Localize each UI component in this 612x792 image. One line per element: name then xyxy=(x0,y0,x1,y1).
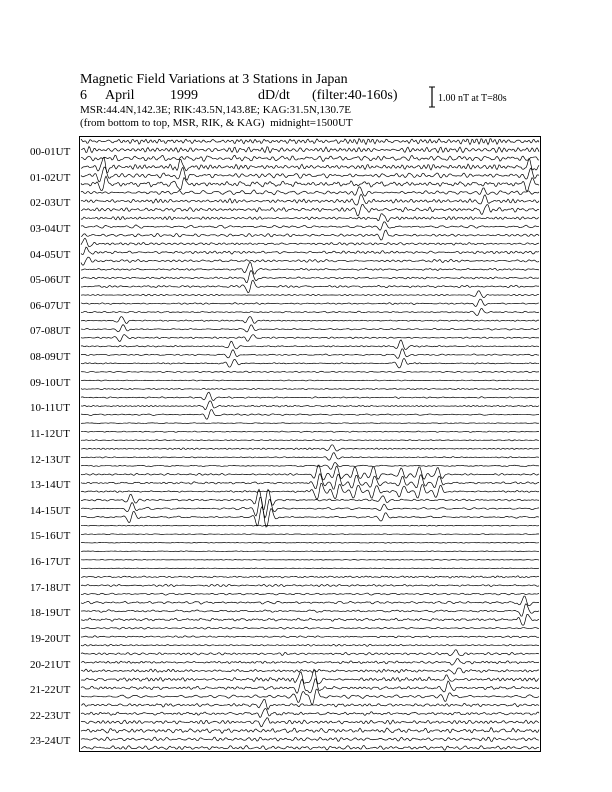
station-trace xyxy=(81,627,539,629)
station-trace xyxy=(81,214,539,222)
station-trace xyxy=(81,525,539,526)
station-trace xyxy=(81,728,539,734)
hour-label: 05-06UT xyxy=(30,274,71,287)
station-trace xyxy=(81,699,539,709)
station-trace xyxy=(81,568,539,569)
station-trace xyxy=(81,358,539,368)
station-trace xyxy=(81,465,539,480)
date-day: 6 xyxy=(80,88,87,103)
hour-label: 18-19UT xyxy=(30,607,71,620)
component-label: dD/dt xyxy=(258,88,290,103)
station-trace xyxy=(81,614,539,625)
station-trace xyxy=(81,689,539,705)
station-trace xyxy=(81,401,539,410)
station-trace xyxy=(81,423,539,424)
station-trace xyxy=(81,187,539,196)
station-trace xyxy=(81,309,539,316)
station-trace xyxy=(81,542,539,543)
hour-label: 00-01UT xyxy=(30,146,71,158)
station-trace xyxy=(81,349,539,359)
station-trace xyxy=(81,596,539,606)
station-trace xyxy=(81,257,539,265)
station-trace xyxy=(81,593,539,595)
midnight-note: midnight=1500UT xyxy=(270,117,353,129)
station-trace xyxy=(81,280,539,293)
station-trace xyxy=(81,335,539,342)
station-trace xyxy=(81,584,539,586)
hour-label: 10-11UT xyxy=(30,402,70,415)
station-trace xyxy=(81,157,539,173)
station-trace xyxy=(81,483,539,499)
station-trace xyxy=(81,222,539,230)
station-trace xyxy=(81,507,539,527)
station-trace xyxy=(81,317,539,324)
station-trace xyxy=(81,745,539,750)
station-trace xyxy=(81,644,539,646)
filter-label: (filter:40-160s) xyxy=(312,88,398,103)
station-trace xyxy=(81,453,539,461)
station-trace xyxy=(81,388,539,389)
date-year: 1999 xyxy=(170,88,198,103)
station-trace xyxy=(81,489,539,509)
hour-label: 03-04UT xyxy=(30,222,71,235)
station-trace xyxy=(81,299,539,306)
station-trace xyxy=(81,167,539,182)
date-month: April xyxy=(105,88,135,103)
station-trace xyxy=(81,262,539,274)
station-trace xyxy=(81,139,539,145)
station-trace xyxy=(81,445,539,451)
hour-label: 01-02UT xyxy=(30,171,71,184)
station-trace xyxy=(81,709,539,718)
station-trace xyxy=(81,650,539,656)
hour-label: 21-22UT xyxy=(30,684,71,697)
station-trace xyxy=(81,604,539,616)
trace-order-note: (from bottom to top, MSR, RIK, & KAG) xyxy=(80,117,265,129)
station-trace xyxy=(81,340,539,350)
hour-label: 08-09UT xyxy=(30,351,71,363)
station-trace xyxy=(81,238,539,247)
station-trace xyxy=(81,534,539,535)
hour-label: 12-13UT xyxy=(30,453,71,466)
station-trace xyxy=(81,380,539,381)
station-trace xyxy=(81,668,539,674)
station-coordinates: MSR:44.4N,142.3E; RIK:43.5N,143.8E; KAG:31.5N,130.7E xyxy=(80,104,352,116)
station-trace xyxy=(81,659,539,666)
station-trace xyxy=(81,669,539,684)
hour-label: 23-24UT xyxy=(30,735,71,748)
station-trace xyxy=(81,576,539,578)
station-trace xyxy=(81,270,539,282)
plot-frame xyxy=(80,137,541,752)
hour-label: 04-05UT xyxy=(30,248,71,261)
hour-label: 16-17UT xyxy=(30,556,71,568)
hour-label: 14-15UT xyxy=(30,504,71,517)
hour-label: 06-07UT xyxy=(30,299,71,312)
station-trace xyxy=(81,176,539,191)
station-trace xyxy=(81,155,539,161)
hour-label: 17-18UT xyxy=(30,581,71,594)
station-trace xyxy=(81,431,539,432)
station-trace xyxy=(81,410,539,420)
station-trace xyxy=(81,371,539,373)
scale-label: 1.00 nT at T=80s xyxy=(438,93,507,104)
chart-title: Magnetic Field Variations at 3 Stations in Japan xyxy=(80,72,348,87)
station-trace xyxy=(81,194,539,205)
hour-label: 11-12UT xyxy=(30,427,70,440)
station-trace xyxy=(81,474,539,489)
station-trace xyxy=(81,291,539,298)
station-trace xyxy=(81,636,539,638)
station-trace xyxy=(81,440,539,441)
station-trace xyxy=(81,392,539,400)
station-trace xyxy=(81,230,539,240)
hour-label: 20-21UT xyxy=(30,658,71,671)
station-trace xyxy=(81,204,539,216)
hour-label: 09-10UT xyxy=(30,376,71,389)
station-trace xyxy=(81,737,539,741)
station-trace xyxy=(81,247,539,254)
station-trace xyxy=(81,325,539,332)
hour-label: 07-08UT xyxy=(30,325,71,338)
hour-label: 22-23UT xyxy=(30,709,71,722)
station-trace xyxy=(81,462,539,469)
station-trace xyxy=(81,718,539,727)
station-trace xyxy=(81,146,539,152)
station-trace xyxy=(81,551,539,552)
hour-label: 19-20UT xyxy=(30,632,71,645)
station-trace xyxy=(81,559,539,560)
hour-label: 15-16UT xyxy=(30,530,71,543)
hour-label: 02-03UT xyxy=(30,197,71,210)
hour-label: 13-14UT xyxy=(30,479,71,492)
